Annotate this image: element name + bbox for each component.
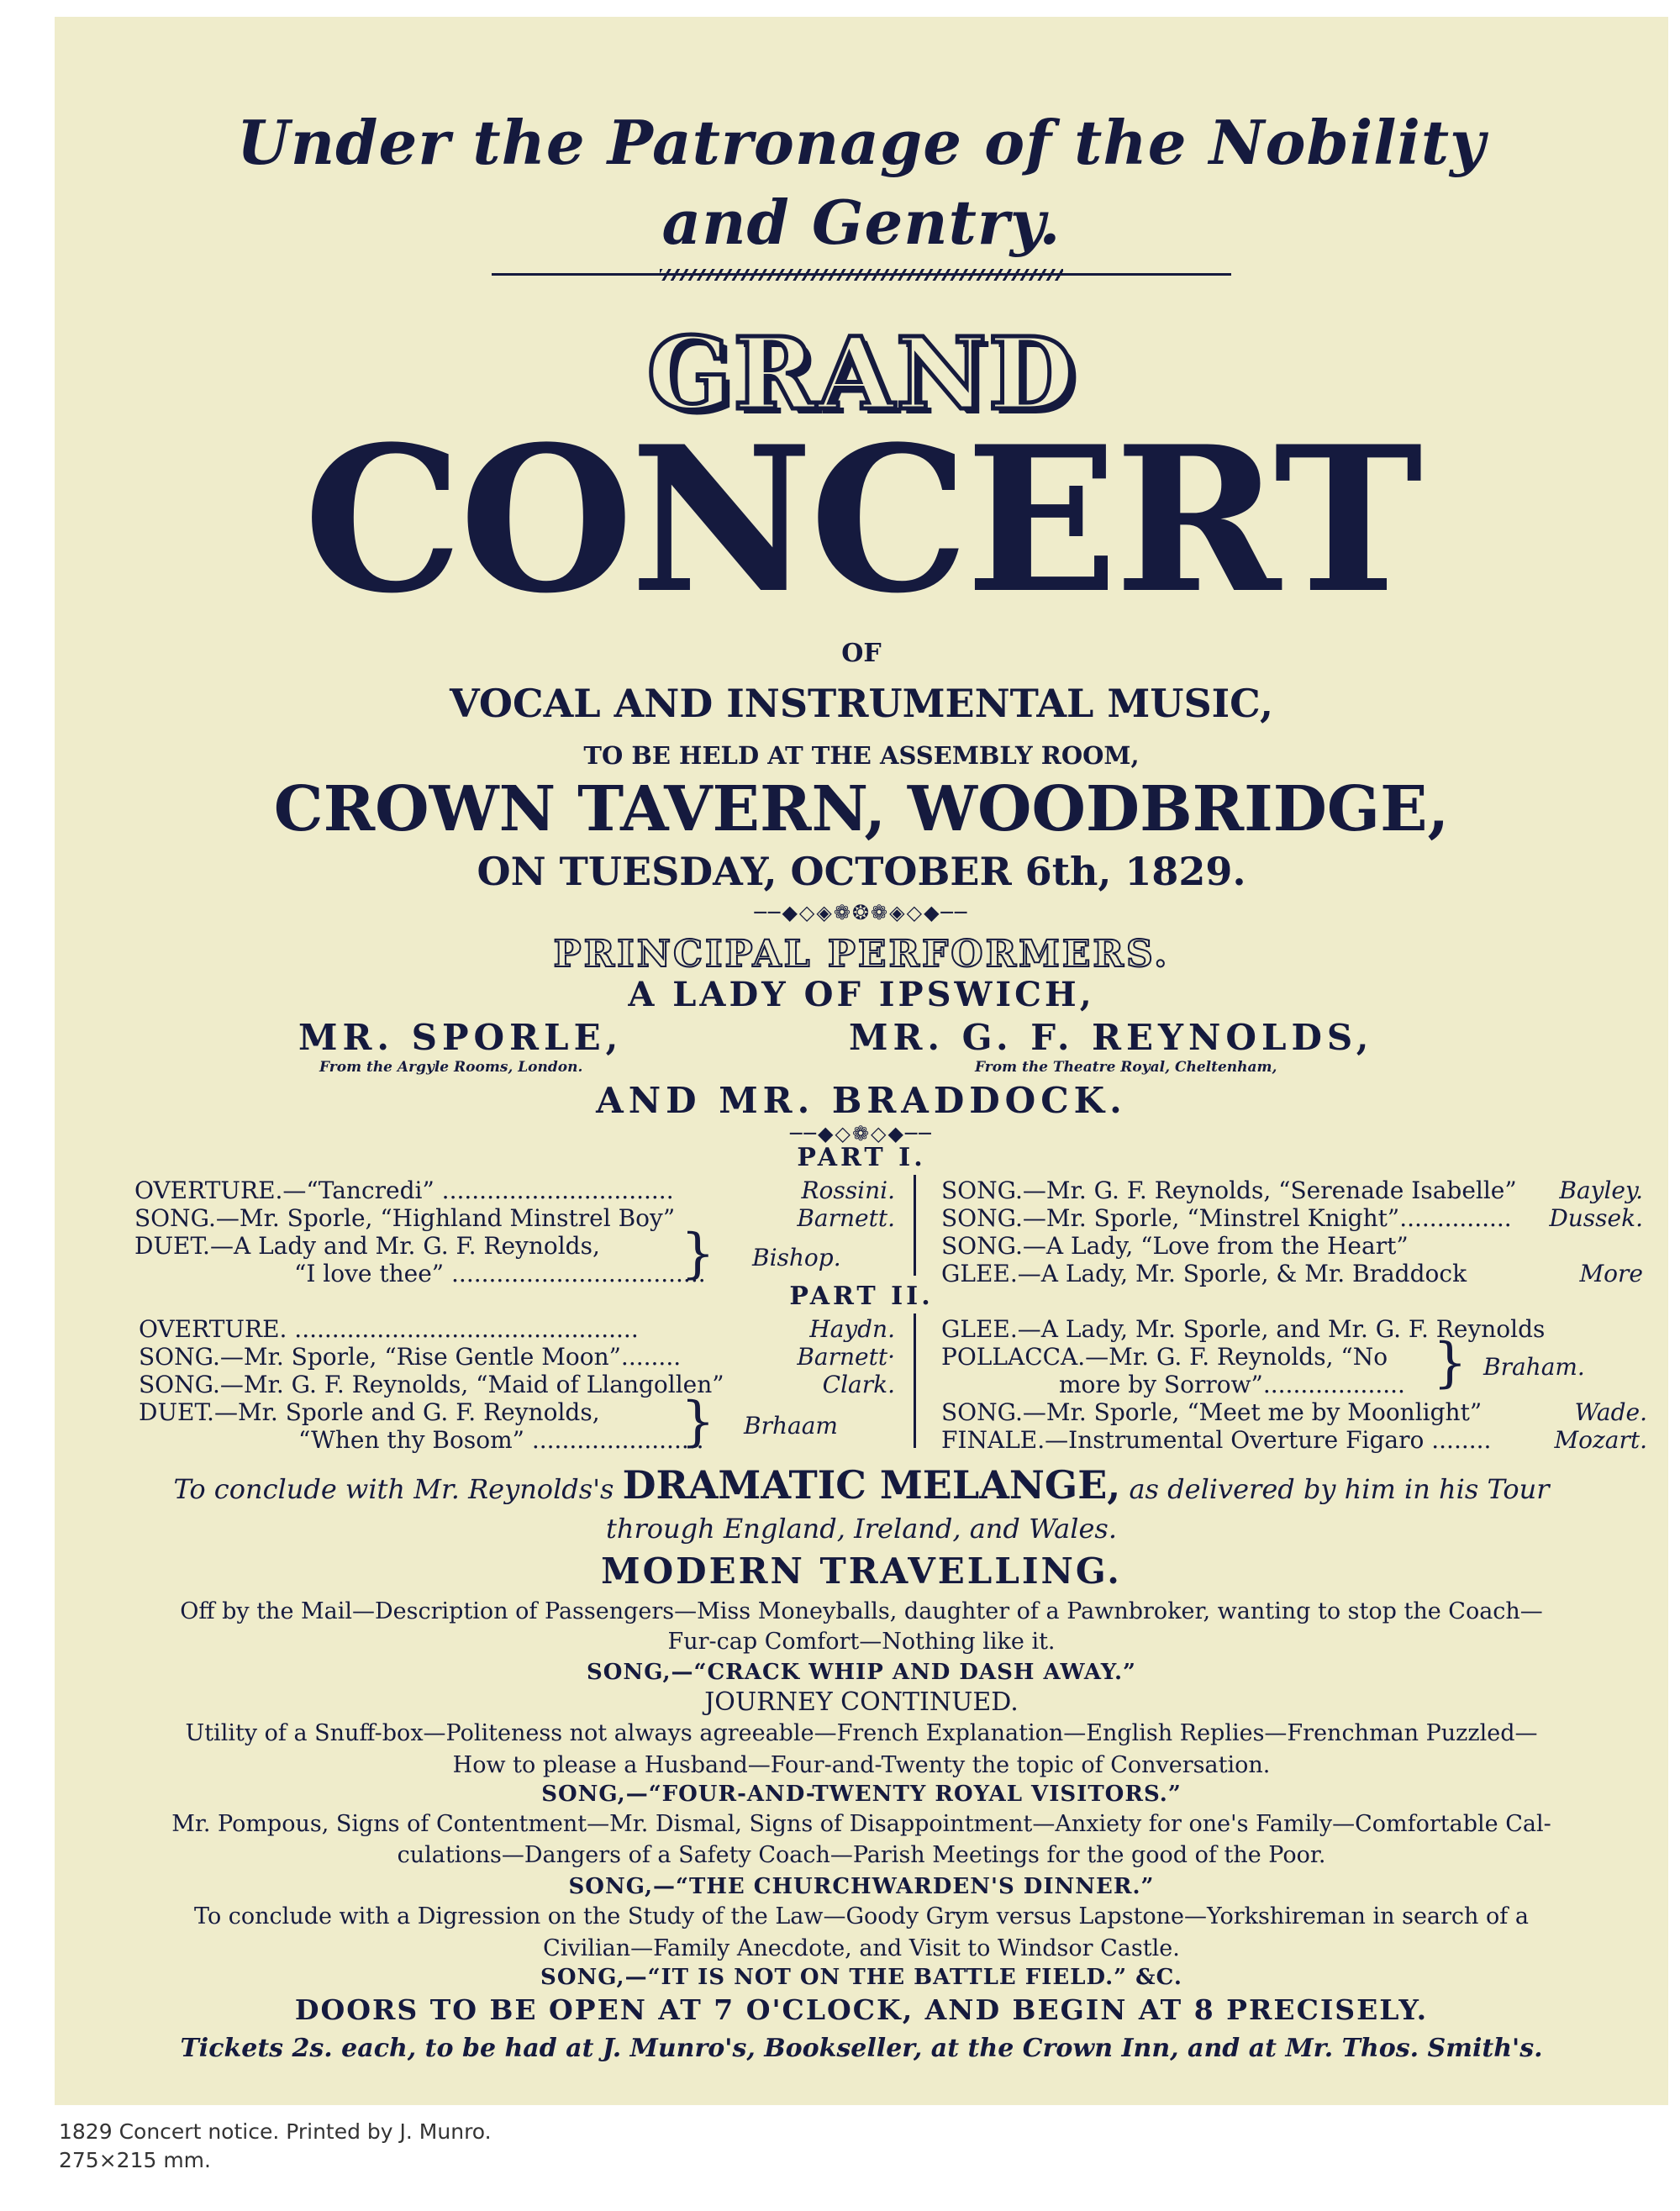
of-label: OF (841, 639, 882, 668)
concert-heading: CONCERT (303, 403, 1419, 638)
part-1-right-row (941, 1232, 1643, 1260)
part-1-left-item: DUET.—A Lady and Mr. G. F. Reynolds, (134, 1232, 600, 1260)
melange-tour-line: through England, Ireland, and Wales. (605, 1513, 1118, 1545)
part-1-left-composer: Barnett. (797, 1204, 895, 1232)
performer-sporle: MR. SPORLE, (298, 1017, 624, 1058)
narrative-4b: Civilian—Family Anecdote, and Visit to Windsor Castle. (543, 1935, 1180, 1961)
part-2-left-item: “When thy Bosom” ....................... (298, 1426, 704, 1454)
part-1-right-row (941, 1204, 1643, 1232)
part-2-left-item: SONG.—Mr. G. F. Reynolds, “Maid of Llangollen” (139, 1371, 724, 1398)
part-2-right-item: more by Sorrow”................... (1059, 1371, 1405, 1398)
column-divider-2 (914, 1313, 916, 1448)
modern-travelling-heading: MODERN TRAVELLING. (601, 1550, 1122, 1592)
part-2-right-composer: Mozart. (1554, 1426, 1647, 1454)
song-4: SONG,—“IT IS NOT ON THE BATTLE FIELD.” &C. (540, 1965, 1182, 1990)
part-1-right-item: SONG.—A Lady, “Love from the Heart” (941, 1232, 1409, 1260)
part-1-brace: } (681, 1223, 715, 1285)
part-2-right-item: FINALE.—Instrumental Overture Figaro ........ (941, 1426, 1492, 1454)
part-2-right-program (941, 1315, 1647, 1454)
part-1-right-item: SONG.—Mr. G. F. Reynolds, “Serenade Isabelle” (941, 1177, 1517, 1204)
part-2-left-composer: Barnett· (797, 1343, 895, 1371)
caption-line-1: 1829 Concert notice. Printed by J. Munro. (59, 2119, 492, 2144)
part-1-right-item: GLEE.—A Lady, Mr. Sporle, & Mr. Braddock (941, 1260, 1467, 1287)
ornamental-wave (660, 269, 1063, 281)
part-2-right-row (941, 1315, 1647, 1343)
performer-reynolds: MR. G. F. REYNOLDS, (849, 1017, 1374, 1058)
part-2-left-item: DUET.—Mr. Sporle and G. F. Reynolds, (139, 1398, 600, 1426)
part-2-left-brace: } (681, 1391, 715, 1453)
part-2-left-row (139, 1315, 895, 1343)
part-2-duet-composer: Brhaam (744, 1412, 838, 1440)
ornament-divider-1: ──◆◇◈❁❂❁◈◇◆── (754, 901, 969, 924)
part-2-left-row (139, 1343, 895, 1371)
part-1-right-row (941, 1177, 1643, 1204)
part-1-left-row (134, 1177, 895, 1204)
narrative-1b: Fur-cap Comfort—Nothing like it. (667, 1629, 1056, 1655)
performer-braddock: AND MR. BRADDOCK. (596, 1080, 1127, 1121)
part-1-right-composer: Bayley. (1559, 1177, 1643, 1204)
narrative-2: Utility of a Snuff-box—Politeness not always agreeable—French Explanation—English Replies—Frenchman Puzzled— (185, 1720, 1538, 1746)
narrative-4: To conclude with a Digression on the Study of the Law—Goody Grym versus Lapstone—Yorkshireman in search of a (194, 1903, 1529, 1929)
part-2-title: PART II. (789, 1282, 934, 1311)
part-2-right-item: GLEE.—A Lady, Mr. Sporle, and Mr. G. F. Reynolds (941, 1315, 1546, 1343)
part-2-right-composer: Wade. (1574, 1398, 1647, 1426)
journey-heading: JOURNEY CONTINUED. (704, 1687, 1019, 1717)
part-2-right-row (941, 1426, 1647, 1454)
doors-notice: DOORS TO BE OPEN AT 7 O'CLOCK, AND BEGIN AT 8 PRECISELY. (294, 1993, 1429, 2026)
part-2-left-item: OVERTURE. .............................................. (139, 1315, 639, 1343)
part-1-right-composer: More (1579, 1260, 1643, 1287)
part-1-left-item: OVERTURE.—“Tancredi” ............................... (134, 1177, 674, 1204)
part-1-left-item: SONG.—Mr. Sporle, “Highland Minstrel Boy” (134, 1204, 676, 1232)
image-caption (59, 2118, 492, 2175)
concert-poster (55, 17, 1668, 2105)
performer-reynolds-origin: From the Theatre Royal, Cheltenham, (975, 1059, 1277, 1076)
part-2-left-row (139, 1371, 895, 1398)
part-2-right-row (941, 1398, 1647, 1426)
part-1-right-composer: Dussek. (1549, 1204, 1643, 1232)
part-2-right-item: POLLACCA.—Mr. G. F. Reynolds, “No (941, 1343, 1388, 1371)
part-1-right-program (941, 1177, 1643, 1287)
part-1-left-composer: Rossini. (801, 1177, 895, 1204)
performer-sporle-origin: From the Argyle Rooms, London. (319, 1059, 583, 1076)
subtitle: VOCAL AND INSTRUMENTAL MUSIC, (450, 681, 1273, 726)
part-2-pollacca-composer: Braham. (1483, 1353, 1585, 1381)
column-divider-1 (914, 1175, 916, 1276)
narrative-2b: How to please a Husband—Four-and-Twenty the topic of Conversation. (452, 1752, 1271, 1778)
grand-heading: GRAND (646, 315, 1077, 432)
narrative-1: Off by the Mail—Description of Passengers—Miss Moneyballs, daughter of a Pawnbroker, wanting to stop the Coach— (180, 1598, 1543, 1624)
melange-intro-line: To conclude with Mr. Reynolds's DRAMATIC MELANGE, as delivered by him in his Tour (173, 1462, 1550, 1508)
ornament-divider-2: ──◆◇❁◇◆── (790, 1122, 933, 1145)
part-2-left-item: SONG.—Mr. Sporle, “Rise Gentle Moon”........ (139, 1343, 682, 1371)
performer-lady: A LADY OF IPSWICH, (628, 975, 1095, 1014)
part-1-left-row (134, 1204, 895, 1232)
tickets-notice: Tickets 2s. each, to be had at J. Munro's, Bookseller, at the Crown Inn, and at Mr. Thos. Smith's. (180, 2034, 1543, 2063)
part-1-title: PART I. (797, 1143, 926, 1172)
caption-line-2: 275×215 mm. (59, 2148, 211, 2172)
song-2: SONG,—“FOUR-AND-TWENTY ROYAL VISITORS.” (541, 1782, 1182, 1807)
part-2-left-composer: Clark. (822, 1371, 895, 1398)
song-1: SONG,—“CRACK WHIP AND DASH AWAY.” (587, 1660, 1136, 1685)
patronage-line-1: Under the Patronage of the Nobility (237, 107, 1486, 178)
part-1-right-item: SONG.—Mr. Sporle, “Minstrel Knight”............... (941, 1204, 1512, 1232)
part-1-left-item: “I love thee” .................................. (294, 1260, 706, 1287)
part-2-left-composer: Haydn. (809, 1315, 895, 1343)
part-1-duet-composer: Bishop. (752, 1244, 841, 1271)
part-2-right-item: SONG.—Mr. Sporle, “Meet me by Moonlight” (941, 1398, 1483, 1426)
held-at-line: TO BE HELD AT THE ASSEMBLY ROOM, (583, 741, 1140, 770)
performers-heading: PRINCIPAL PERFORMERS. (553, 933, 1170, 976)
part-2-right-brace: } (1433, 1332, 1467, 1394)
narrative-3b: culations—Dangers of a Safety Coach—Parish Meetings for the good of the Poor. (397, 1842, 1326, 1868)
song-3: SONG,—“THE CHURCHWARDEN'S DINNER.” (568, 1874, 1155, 1899)
patronage-line-2: and Gentry. (661, 187, 1061, 258)
narrative-3: Mr. Pompous, Signs of Contentment—Mr. Dismal, Signs of Disappointment—Anxiety for one's Family—Comfortable Cal- (171, 1811, 1551, 1837)
venue-line: CROWN TAVERN, WOODBRIDGE, (273, 773, 1450, 845)
date-line: ON TUESDAY, OCTOBER 6th, 1829. (477, 849, 1246, 894)
